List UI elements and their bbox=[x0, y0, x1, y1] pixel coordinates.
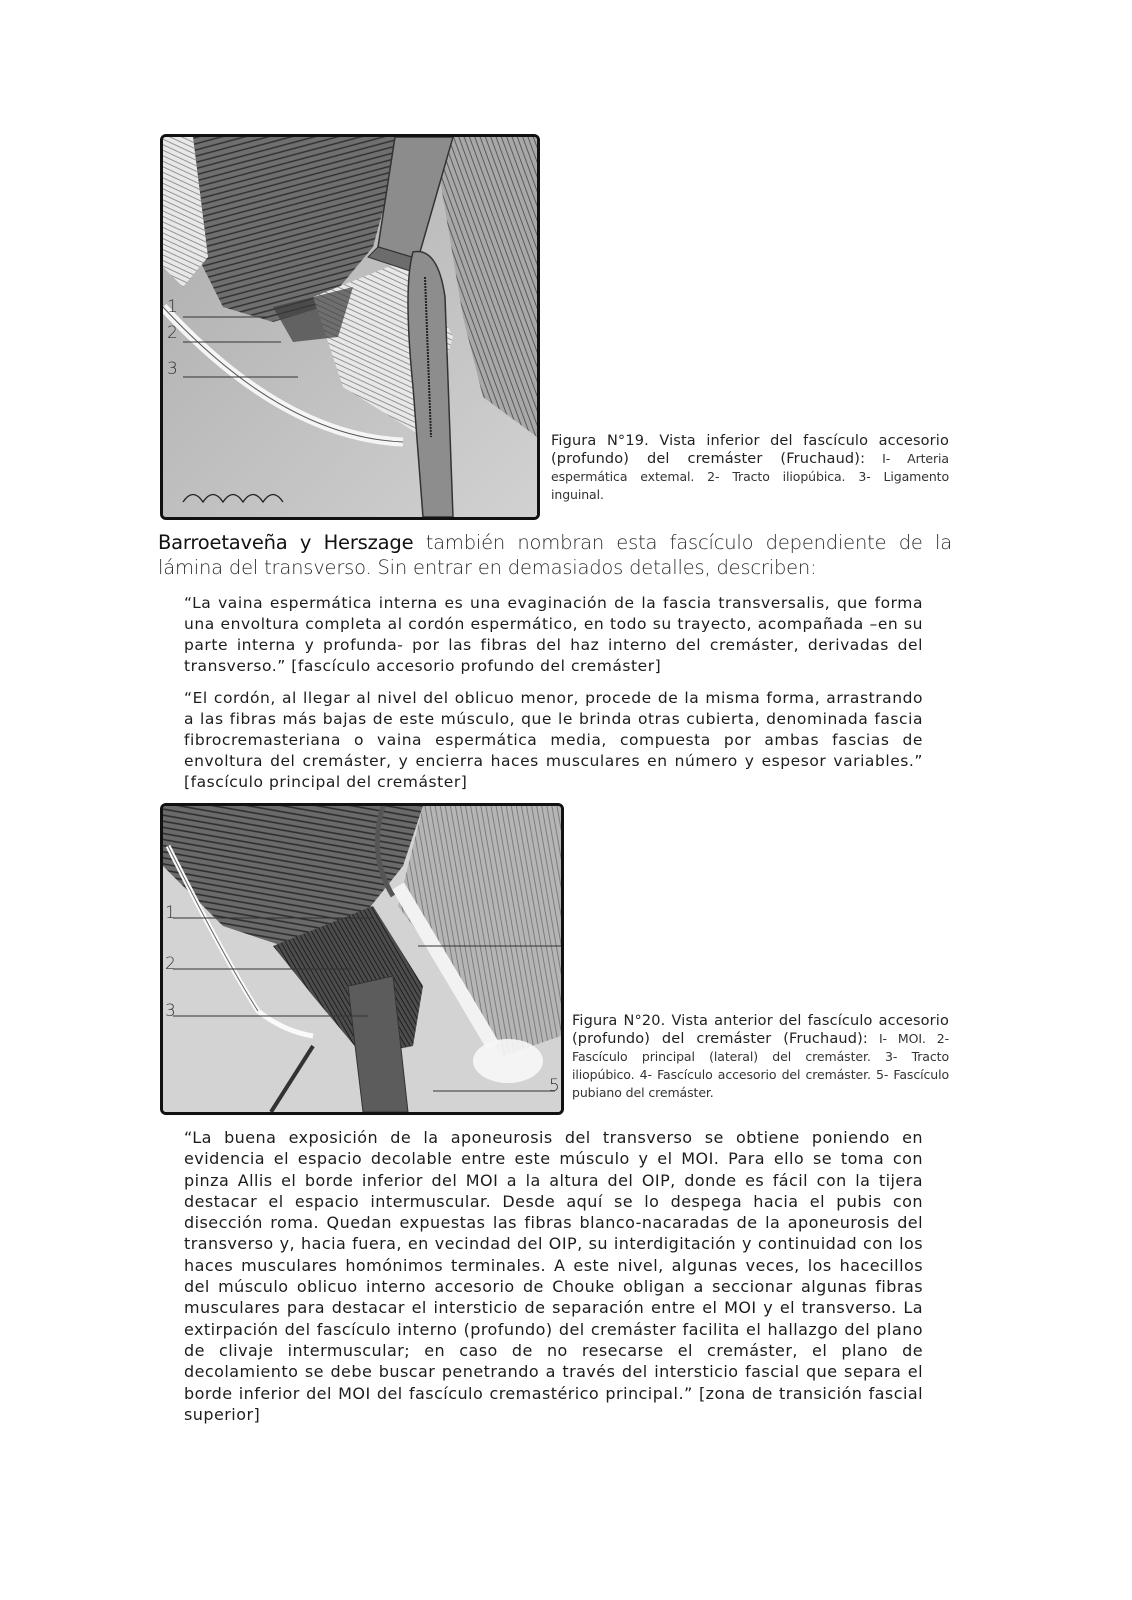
figure-label-5: 5 bbox=[549, 1076, 560, 1096]
quote-paragraph: “El cordón, al llegar al nivel del oblicuo menor, procede de la misma forma, arrastrando a las fibras más bajas de este músculo, que le brinda otras cubierta, denominada fascia fibrocremasteriana o vaina espermática media, compuesta por ambas fascias de envoltura del cremáster, y encierra haces musculares en número y espesor variables.” [fascículo principal del cremáster] bbox=[184, 689, 923, 791]
anatomical-drawing-icon bbox=[163, 806, 561, 1112]
figure-label-1: 1 bbox=[165, 903, 176, 923]
figure-19-illustration bbox=[160, 134, 540, 520]
intro-paragraph bbox=[158, 530, 952, 580]
quote-paragraph: “La vaina espermática interna es una evaginación de la fascia transversalis, que forma una envoltura completa al cordón espermático, en todo su trayecto, acompañada –en su parte interna y profunda- por las fibras del haz interno del cremáster, derivadas del transverso.” [fascículo accesorio profundo del cremáster] bbox=[184, 594, 923, 675]
figure-label-1: 1 bbox=[167, 297, 178, 317]
caption-lead: Figura N°20. Vista anterior del fascículo accesorio (profundo) del cremáster (Fruchaud): bbox=[572, 1013, 949, 1047]
caption-detail: I- Arteria espermática extemal. 2- Tracto iliopúbica. 3- Ligamento inguinal. bbox=[551, 451, 949, 502]
figure-label-2: 2 bbox=[167, 323, 178, 343]
anatomical-drawing-icon bbox=[163, 137, 537, 517]
figure-20-caption bbox=[572, 1012, 949, 1102]
author-names: Barroetaveña y Herszage bbox=[158, 531, 414, 554]
intro-text: también nombran esta fascículo dependiente de la lámina del transverso. Sin entrar en demasiados detalles, describen: bbox=[158, 531, 952, 579]
caption-detail: I- MOI. 2- Fascículo principal (lateral) del cremáster. 3- Tracto iliopúbico. 4- Fascículo accesorio del cremáster. 5- Fascículo pubiano del cremáster. bbox=[572, 1031, 949, 1100]
figure-19-caption bbox=[551, 432, 949, 504]
figure-label-3: 3 bbox=[165, 1001, 176, 1021]
quote-paragraph: “La buena exposición de la aponeurosis del transverso se obtiene poniendo en evidencia el espacio decolable entre este músculo y el MOI. Para ello se toma con pinza Allis el borde inferior del MOI a la altura del OIP, donde es fácil con la tijera destacar el espacio intermuscular. Desde aquí se lo despega hacia el pubis con disección roma. Quedan expuestas las fibras blanco-nacaradas de la aponeurosis del transverso y, hacia fuera, en vecindad del OIP, su interdigitación y continuidad con los haces musculares homónimos terminales. A este nivel, algunas veces, los hacecillos del músculo oblicuo interno accesorio de Chouke obligan a seccionar algunas fibras musculares para destacar el intersticio de separación entre el MOI y el transverso. La extirpación del fascículo interno (profundo) del cremáster facilita el hallazgo del plano de clivaje intermuscular; en caso de no resecarse el cremáster, el plano de decolamiento se debe buscar penetrando a través del intersticio fascial que separa el borde inferior del MOI del fascículo cremastérico principal.” [zona de transición fascial superior] bbox=[184, 1128, 923, 1424]
figure-20-illustration bbox=[160, 803, 564, 1115]
caption-lead: Figura N°19. Vista inferior del fascículo accesorio (profundo) del cremáster (Fruchaud): bbox=[551, 433, 949, 467]
figure-label-3: 3 bbox=[167, 359, 178, 379]
figure-label-2: 2 bbox=[165, 954, 176, 974]
